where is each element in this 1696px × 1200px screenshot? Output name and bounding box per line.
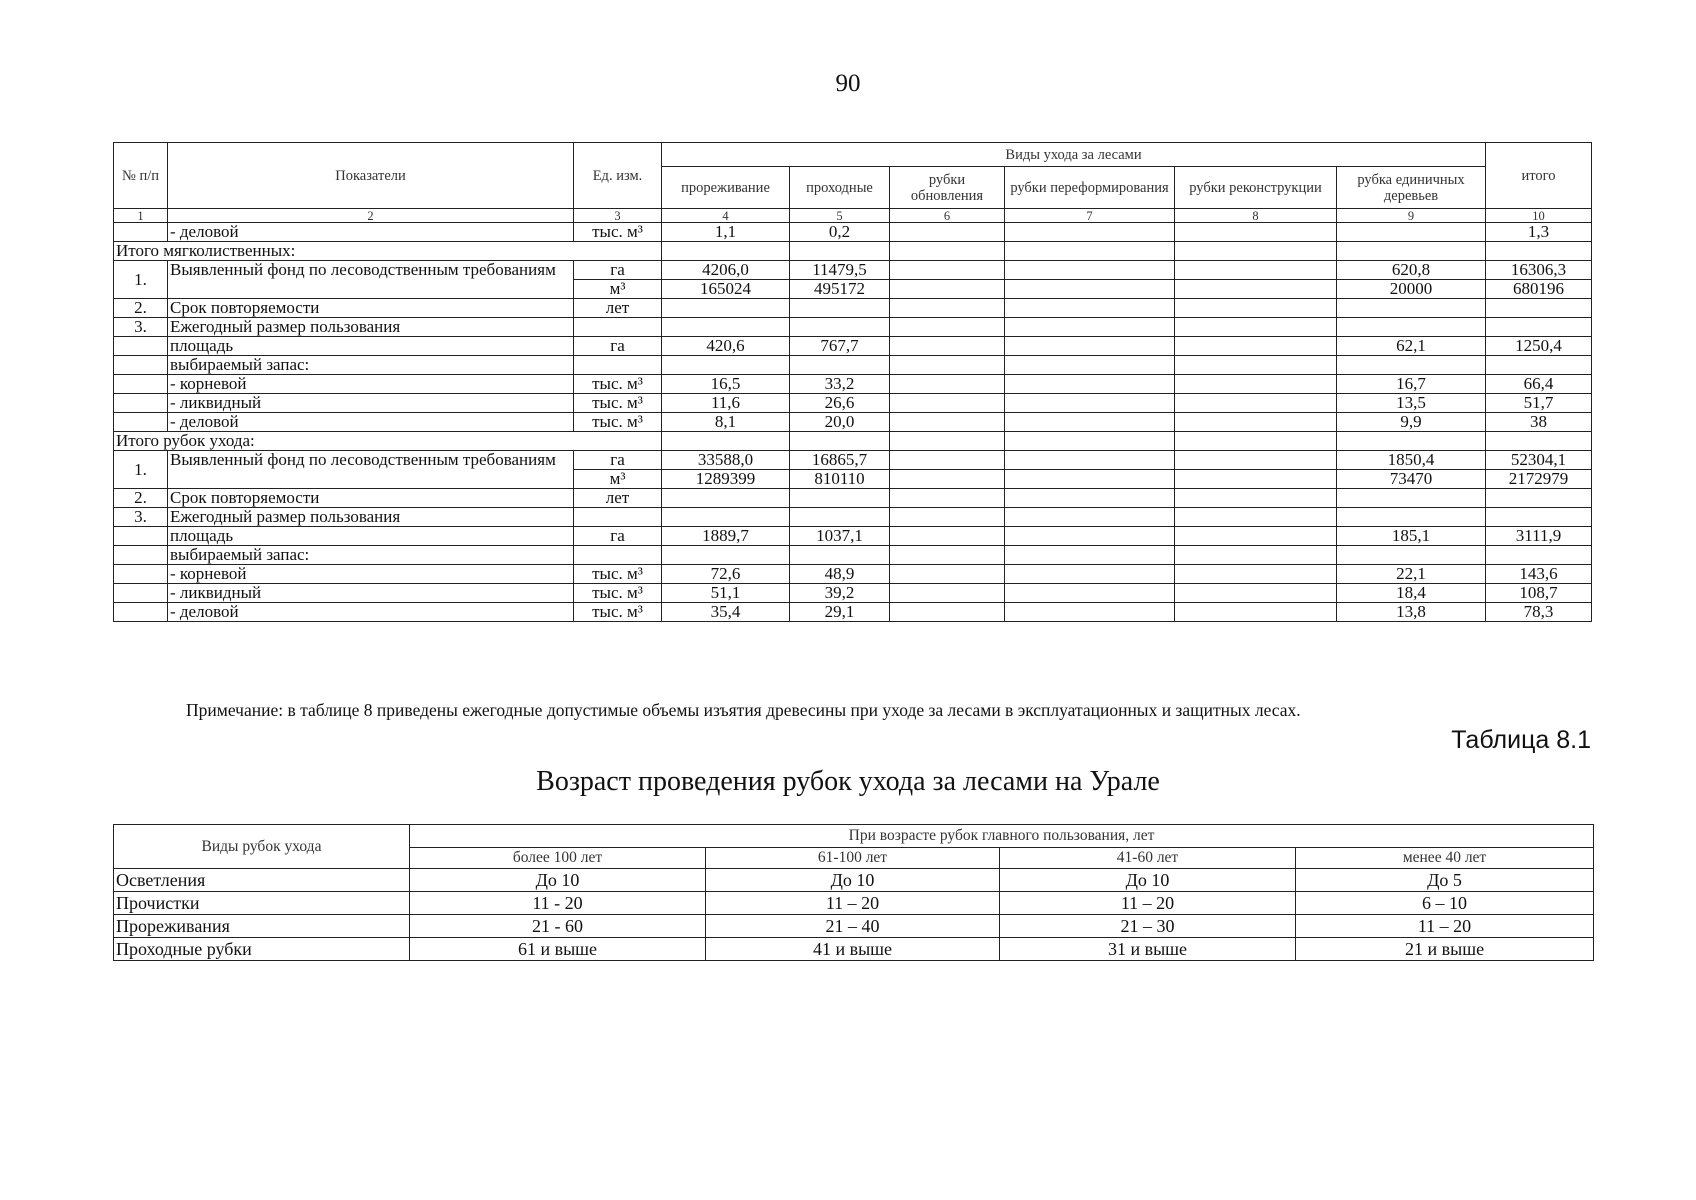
cell-passing: 16865,7 [790, 451, 890, 470]
section-label-total-care: Итого рубок ухода: [114, 432, 662, 451]
table-cell: 21 - 60 [410, 915, 706, 938]
table-cell: До 10 [410, 869, 706, 892]
table-cell: До 5 [1296, 869, 1594, 892]
table-row [114, 546, 1592, 565]
cell-single-trees: 18,4 [1337, 584, 1486, 603]
header-col-renewal: рубки обновления [890, 167, 1005, 209]
cell-passing: 26,6 [790, 394, 890, 413]
row-label: Прочистки [114, 892, 410, 915]
row-label: выбираемый запас: [168, 356, 574, 375]
row-label: - корневой [168, 375, 574, 394]
cell-thinning: 165024 [662, 280, 790, 299]
row-unit: га [574, 527, 662, 546]
col-number: 9 [1337, 209, 1486, 223]
row-unit: тыс. м³ [574, 413, 662, 432]
cell-thinning: 33588,0 [662, 451, 790, 470]
row-unit: м³ [574, 280, 662, 299]
cell-single-trees: 13,5 [1337, 394, 1486, 413]
header-indicator: Показатели [168, 143, 574, 209]
header-age-over-100: более 100 лет [410, 848, 706, 869]
table-cell: 41 и выше [706, 938, 1000, 961]
table-row [114, 261, 1592, 280]
section-row [114, 242, 1592, 261]
col-number: 2 [168, 209, 574, 223]
table-cell: 11 - 20 [410, 892, 706, 915]
cell-total: 2172979 [1486, 470, 1592, 489]
table-cell: До 10 [1000, 869, 1296, 892]
table-cell: До 10 [706, 869, 1000, 892]
table-cell: 11 – 20 [1296, 915, 1594, 938]
row-unit: га [574, 451, 662, 470]
header-care-types: Виды ухода за лесами [662, 143, 1486, 167]
cell-thinning: 420,6 [662, 337, 790, 356]
cell-total: 16306,3 [1486, 261, 1592, 280]
cell-total: 1250,4 [1486, 337, 1592, 356]
row-label: - деловой [168, 603, 574, 622]
cell-passing: 810110 [790, 470, 890, 489]
cell-passing: 0,2 [790, 223, 890, 242]
header-age-41-60: 41-60 лет [1000, 848, 1296, 869]
row-num: 3. [114, 318, 168, 337]
header-unit: Ед. изм. [574, 143, 662, 209]
table-row [114, 565, 1592, 584]
cell-single-trees: 62,1 [1337, 337, 1486, 356]
cell-passing: 48,9 [790, 565, 890, 584]
cell-total: 66,4 [1486, 375, 1592, 394]
table-row [114, 489, 1592, 508]
header-col-reformation: рубки переформирования [1005, 167, 1175, 209]
table-cell: 6 – 10 [1296, 892, 1594, 915]
row-unit: тыс. м³ [574, 603, 662, 622]
table-row [114, 869, 1594, 892]
cell-total: 680196 [1486, 280, 1592, 299]
row-label: Выявленный фонд по лесоводственным требованиям [168, 451, 574, 489]
cell-thinning: 16,5 [662, 375, 790, 394]
row-label: Срок повторяемости [168, 299, 574, 318]
table-cell: 21 и выше [1296, 938, 1594, 961]
cell-single-trees: 73470 [1337, 470, 1486, 489]
col-number: 8 [1175, 209, 1337, 223]
table-row [114, 299, 1592, 318]
table-note: Примечание: в таблице 8 приведены ежегодные допустимые объемы изъятия древесины при уходе за лесами в эксплуатационных и защитных лесах. [186, 700, 1301, 720]
header-col-thinning: прореживание [662, 167, 790, 209]
row-num: 1. [114, 261, 168, 299]
cell-single-trees: 1850,4 [1337, 451, 1486, 470]
cell-thinning: 35,4 [662, 603, 790, 622]
table-row [114, 892, 1594, 915]
row-label: Прореживания [114, 915, 410, 938]
table-row [114, 223, 1592, 242]
thinning-age-table [113, 824, 1594, 961]
cell-total: 108,7 [1486, 584, 1592, 603]
row-unit: тыс. м³ [574, 375, 662, 394]
cell-single-trees: 9,9 [1337, 413, 1486, 432]
row-unit: тыс. м³ [574, 394, 662, 413]
cell-thinning: 8,1 [662, 413, 790, 432]
table-row [114, 337, 1592, 356]
cell-single-trees: 620,8 [1337, 261, 1486, 280]
row-label: Проходные рубки [114, 938, 410, 961]
table-label: Таблица 8.1 [1451, 726, 1591, 754]
row-label: выбираемый запас: [168, 546, 574, 565]
table-cell: 11 – 20 [706, 892, 1000, 915]
cell-thinning: 4206,0 [662, 261, 790, 280]
row-unit: тыс. м³ [574, 565, 662, 584]
cell-thinning: 11,6 [662, 394, 790, 413]
row-unit: га [574, 337, 662, 356]
row-label: - деловой [168, 223, 574, 242]
row-unit: лет [574, 299, 662, 318]
cell-thinning: 1,1 [662, 223, 790, 242]
table-cell: 21 – 30 [1000, 915, 1296, 938]
header-col-single-trees: рубка единичных деревьев [1337, 167, 1486, 209]
header-num: № п/п [114, 143, 168, 209]
cell-passing: 495172 [790, 280, 890, 299]
cell-passing: 767,7 [790, 337, 890, 356]
col-number: 7 [1005, 209, 1175, 223]
page-number: 90 [835, 70, 861, 97]
row-label: - ликвидный [168, 584, 574, 603]
row-label: - деловой [168, 413, 574, 432]
cell-single-trees: 185,1 [1337, 527, 1486, 546]
cell-total: 143,6 [1486, 565, 1592, 584]
forest-care-table [113, 142, 1592, 622]
cell-single-trees: 13,8 [1337, 603, 1486, 622]
col-number: 10 [1486, 209, 1592, 223]
row-num: 2. [114, 489, 168, 508]
section-label-softwood: Итого мягколиственных: [114, 242, 662, 261]
cell-thinning: 1289399 [662, 470, 790, 489]
cell-total: 38 [1486, 413, 1592, 432]
row-label: площадь [168, 527, 574, 546]
row-unit: тыс. м³ [574, 584, 662, 603]
row-num: 1. [114, 451, 168, 489]
row-unit: лет [574, 489, 662, 508]
row-num: 2. [114, 299, 168, 318]
table-row [114, 375, 1592, 394]
cell-passing: 39,2 [790, 584, 890, 603]
col-number: 3 [574, 209, 662, 223]
table-row [114, 508, 1592, 527]
col-number: 5 [790, 209, 890, 223]
row-unit: га [574, 261, 662, 280]
header-care-type: Виды рубок ухода [114, 825, 410, 869]
row-label: - ликвидный [168, 394, 574, 413]
section-row [114, 432, 1592, 451]
row-label: площадь [168, 337, 574, 356]
table-cell: 31 и выше [1000, 938, 1296, 961]
table-title: Возраст проведения рубок ухода за лесами на Урале [536, 766, 1160, 797]
table-row [114, 527, 1592, 546]
table-row [114, 318, 1592, 337]
row-label: Ежегодный размер пользования [168, 508, 574, 527]
cell-passing: 29,1 [790, 603, 890, 622]
table-row [114, 915, 1594, 938]
col-number: 1 [114, 209, 168, 223]
table-cell: 11 – 20 [1000, 892, 1296, 915]
cell-total: 78,3 [1486, 603, 1592, 622]
cell-total: 1,3 [1486, 223, 1592, 242]
table-row [114, 584, 1592, 603]
header-col-reconstruction: рубки реконструкции [1175, 167, 1337, 209]
cell-passing: 20,0 [790, 413, 890, 432]
row-unit: тыс. м³ [574, 223, 662, 242]
row-label: Выявленный фонд по лесоводственным требованиям [168, 261, 574, 299]
header-age-under-40: менее 40 лет [1296, 848, 1594, 869]
table-row [114, 603, 1592, 622]
column-numbers-row [114, 209, 1592, 223]
table-row [114, 451, 1592, 470]
col-number: 6 [890, 209, 1005, 223]
cell-passing: 11479,5 [790, 261, 890, 280]
table-row [114, 413, 1592, 432]
table-cell: 61 и выше [410, 938, 706, 961]
row-label: Срок повторяемости [168, 489, 574, 508]
row-label: Осветления [114, 869, 410, 892]
table-row [114, 356, 1592, 375]
cell-single-trees: 22,1 [1337, 565, 1486, 584]
cell-total: 52304,1 [1486, 451, 1592, 470]
cell-thinning: 72,6 [662, 565, 790, 584]
cell-total: 3111,9 [1486, 527, 1592, 546]
header-total: итого [1486, 143, 1592, 209]
cell-passing: 33,2 [790, 375, 890, 394]
table-cell: 21 – 40 [706, 915, 1000, 938]
cell-thinning: 1889,7 [662, 527, 790, 546]
cell-single-trees: 16,7 [1337, 375, 1486, 394]
table-row [114, 938, 1594, 961]
table-row [114, 394, 1592, 413]
row-label: Ежегодный размер пользования [168, 318, 574, 337]
cell-total: 51,7 [1486, 394, 1592, 413]
cell-passing: 1037,1 [790, 527, 890, 546]
row-num: 3. [114, 508, 168, 527]
cell-single-trees: 20000 [1337, 280, 1486, 299]
cell-thinning: 51,1 [662, 584, 790, 603]
header-col-passing: проходные [790, 167, 890, 209]
header-main-cut-age: При возрасте рубок главного пользования, лет [410, 825, 1594, 848]
row-unit: м³ [574, 470, 662, 489]
col-number: 4 [662, 209, 790, 223]
row-label: - корневой [168, 565, 574, 584]
header-age-61-100: 61-100 лет [706, 848, 1000, 869]
